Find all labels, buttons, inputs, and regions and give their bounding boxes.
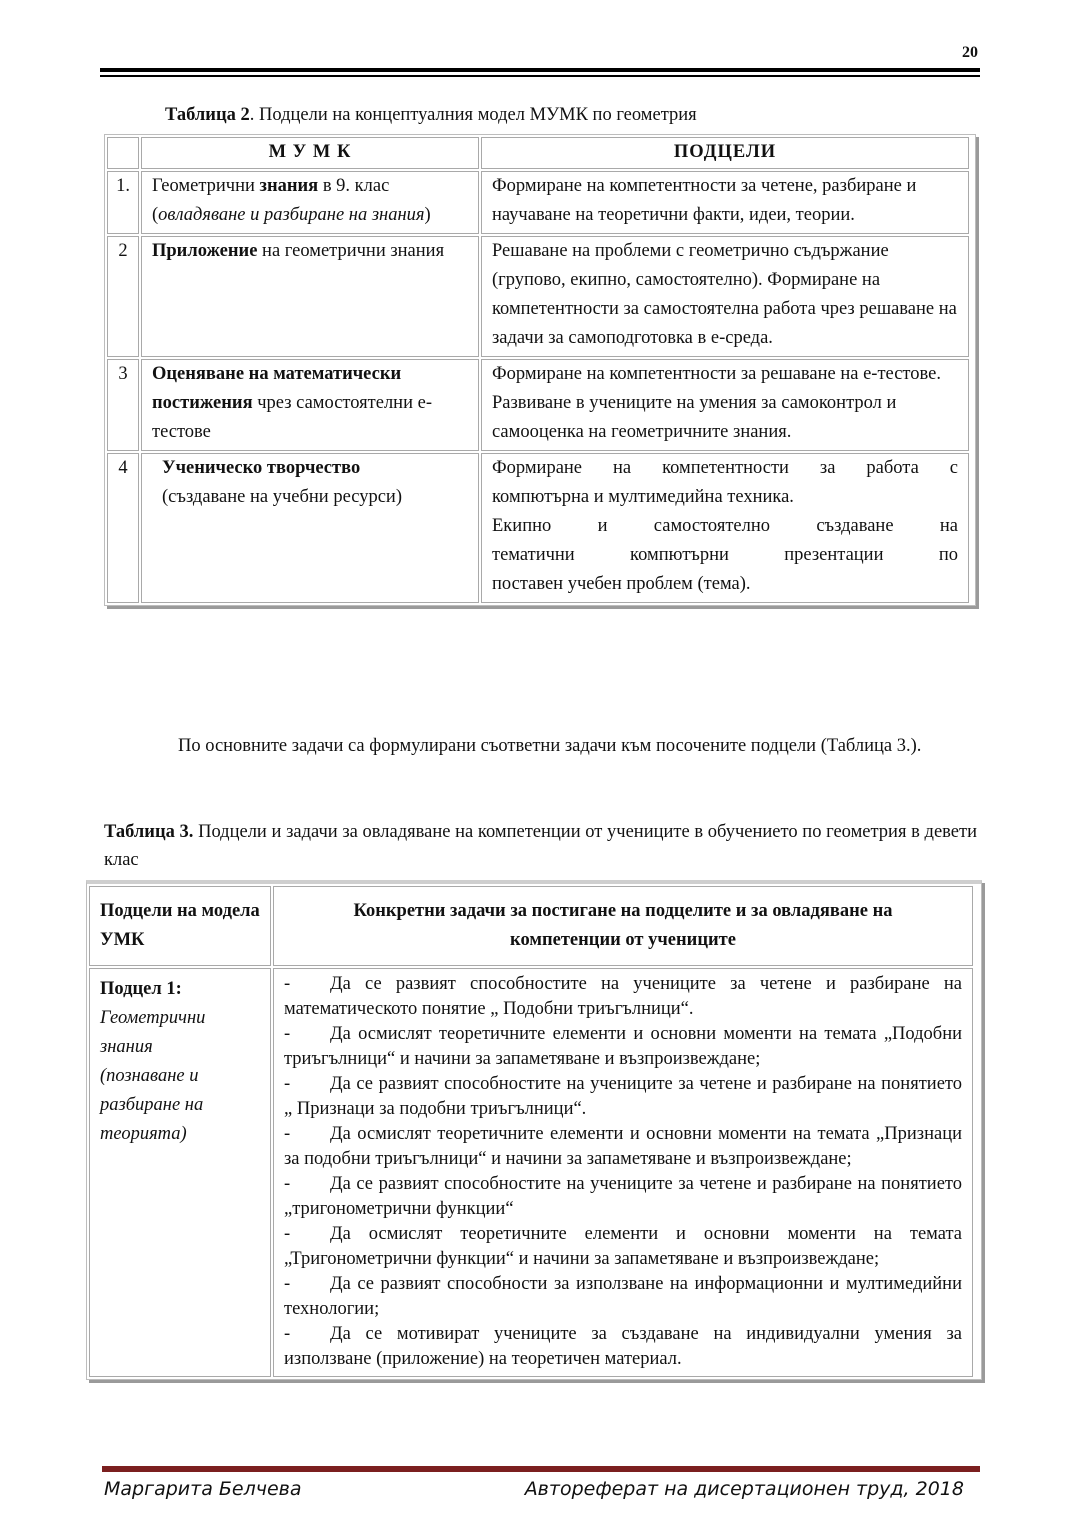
task-text: Да се развият способности за използване на информационни и мултимедийни технологии; <box>284 1274 962 1319</box>
task-item: - Да се развият способностите на учениците за четене и разбиране на понятието „тригонометрични функции“ <box>284 1174 962 1219</box>
subgoal-cell <box>89 968 271 1377</box>
goal-cell: Решаване на проблеми с геометрично съдържание (групово, екипно, самостоятелно). Формиране на компетентности за самостоятелна работа чрез решаване на задачи за самоподготовка в е-среда. <box>481 236 969 357</box>
header-rule-thin <box>100 75 980 77</box>
table3-caption <box>104 818 977 874</box>
mumk-text: чрез самостоятелни е- тестове <box>152 393 432 442</box>
subgoal-label: Подцел 1: <box>100 979 182 999</box>
table2-caption-text: . Подцели на концептуалния модел МУМК по геометрия <box>249 105 697 125</box>
footer-title: Автореферат на дисертационен труд, 2018 <box>524 1478 964 1500</box>
tasks-cell <box>273 968 973 1377</box>
table3-header-subgoals: Подцели на модела УМК <box>89 886 271 966</box>
table-row <box>107 171 969 234</box>
page-number: 20 <box>962 44 978 61</box>
task-text: Да се развият способностите на учениците за четене и разбиране на математическото понятие „ Подобни триъгълници“. <box>284 974 962 1019</box>
table3-caption-text: Подцели и задачи за овладяване на компетенции от учениците в обучението по геометрия в девети клас <box>104 822 977 870</box>
table3-caption-label: Таблица 3. <box>104 822 194 842</box>
mumk-cell <box>141 171 479 234</box>
table-row <box>107 359 969 451</box>
table3-header-row <box>89 886 973 966</box>
task-item: - Да осмислят теоретичните елементи и основни моменти на темата „Подобни триъгълници“ и начини за запаметяване и възпроизвеждане; <box>284 1024 962 1069</box>
row-number: 2 <box>107 236 139 357</box>
mumk-cell <box>141 236 479 357</box>
task-text: Да се мотивират учениците за създаване на индивидуални умения за използване (приложение) на теоретичен материал. <box>284 1324 962 1369</box>
table-row <box>89 968 973 1377</box>
task-item: - Да се развият способности за използване на информационни и мултимедийни технологии; <box>284 1274 962 1319</box>
table2-frame <box>104 134 976 606</box>
mumk-bold: Оценяване на математически постижения <box>152 364 402 413</box>
row-number: 4 <box>107 453 139 603</box>
table2-caption <box>165 101 697 129</box>
table-row <box>107 453 969 603</box>
goal-line: поставен учебен проблем (тема). <box>492 574 751 594</box>
mumk-cell <box>141 453 479 603</box>
mumk-bold: Приложение <box>152 241 258 261</box>
task-text: Да осмислят теоретичните елементи и основни моменти на темата „Подобни триъгълници“ и начини за запаметяване и възпроизвеждане; <box>284 1024 962 1069</box>
table2-header-goals: ПОДЦЕЛИ <box>481 137 969 169</box>
task-item: - Да се развият способностите на учениците за четене и разбиране на понятието „ Признаци за подобни триъгълници“. <box>284 1074 962 1119</box>
table3 <box>87 884 975 1379</box>
table3-header-tasks: Конкретни задачи за постигане на подцелите и за овладяване на компетенции от учениците <box>273 886 973 966</box>
goal-line: компютърна и мултимедийна техника. <box>492 487 794 507</box>
mumk-text: ) <box>424 205 431 225</box>
goal-line: Формиране на компетентности за работа с <box>492 458 958 478</box>
mumk-cell <box>141 359 479 451</box>
body-paragraph: По основните задачи са формулирани съответни задачи към посочените подцели (Таблица 3.). <box>178 736 922 756</box>
table3-frame <box>86 880 982 1380</box>
footer-rule <box>102 1466 980 1472</box>
table2 <box>105 135 971 605</box>
table2-header-mumk: М У М К <box>141 137 479 169</box>
goal-cell <box>481 453 969 603</box>
header-rule-thick <box>100 68 980 72</box>
goal-cell: Формиране на компетентности за четене, разбиране и научаване на теоретични факти, идеи, теории. <box>481 171 969 234</box>
mumk-text: Геометрични <box>152 176 260 196</box>
goal-line: Екипно и самостоятелно създаване на <box>492 516 958 536</box>
task-text: Да се развият способностите на учениците за четене и разбиране на понятието „ Признаци за подобни триъгълници“. <box>284 1074 962 1119</box>
footer-author: Маргарита Белчева <box>104 1478 302 1500</box>
table-row <box>107 236 969 357</box>
task-item: - Да се развият способностите на учениците за четене и разбиране на математическото понятие „ Подобни триъгълници“. <box>284 974 962 1019</box>
mumk-text: (създаване на учебни ресурси) <box>162 487 402 507</box>
task-text: Да осмислят теоретичните елементи и основни моменти на темата „Признаци за подобни триъгълници“ и начини за запаметяване и възпроизвеждане; <box>284 1124 962 1169</box>
table2-header-row <box>107 137 969 169</box>
table2-caption-label: Таблица 2 <box>165 105 250 125</box>
row-number: 3 <box>107 359 139 451</box>
subgoal-subtitle: Геометрични знания (познаване и разбиране на теорията) <box>100 1008 206 1144</box>
mumk-text: на геометрични знания <box>257 241 445 261</box>
task-text: Да осмислят теоретичните елементи и основни моменти на темата „Тригонометрични функции“ и начини за запаметяване и възпроизвеждане; <box>284 1224 962 1269</box>
task-item: - Да осмислят теоретичните елементи и основни моменти на темата „Тригонометрични функции“ и начини за запаметяване и възпроизвеждане; <box>284 1224 962 1269</box>
goal-line: тематични компютърни презентации по <box>492 545 958 565</box>
mumk-bold: Ученическо творчество <box>162 458 361 478</box>
row-number: 1. <box>107 171 139 234</box>
mumk-bold: знания <box>259 176 319 196</box>
table2-header-num <box>107 137 139 169</box>
task-item: - Да се мотивират учениците за създаване на индивидуални умения за използване (приложение) на теоретичен материал. <box>284 1324 962 1369</box>
task-text: Да се развият способностите на учениците за четене и разбиране на понятието „тригонометрични функции“ <box>284 1174 962 1219</box>
goal-cell: Формиране на компетентности за решаване на е-тестове. Развиване в учениците на умения за самоконтрол и самооценка на геометричните знания. <box>481 359 969 451</box>
mumk-text: в 9. клас ( <box>152 176 390 225</box>
task-item: - Да осмислят теоретичните елементи и основни моменти на темата „Признаци за подобни триъгълници“ и начини за запаметяване и възпроизвеждане; <box>284 1124 962 1169</box>
mumk-italic: овладяване и разбиране на знания <box>158 205 425 225</box>
